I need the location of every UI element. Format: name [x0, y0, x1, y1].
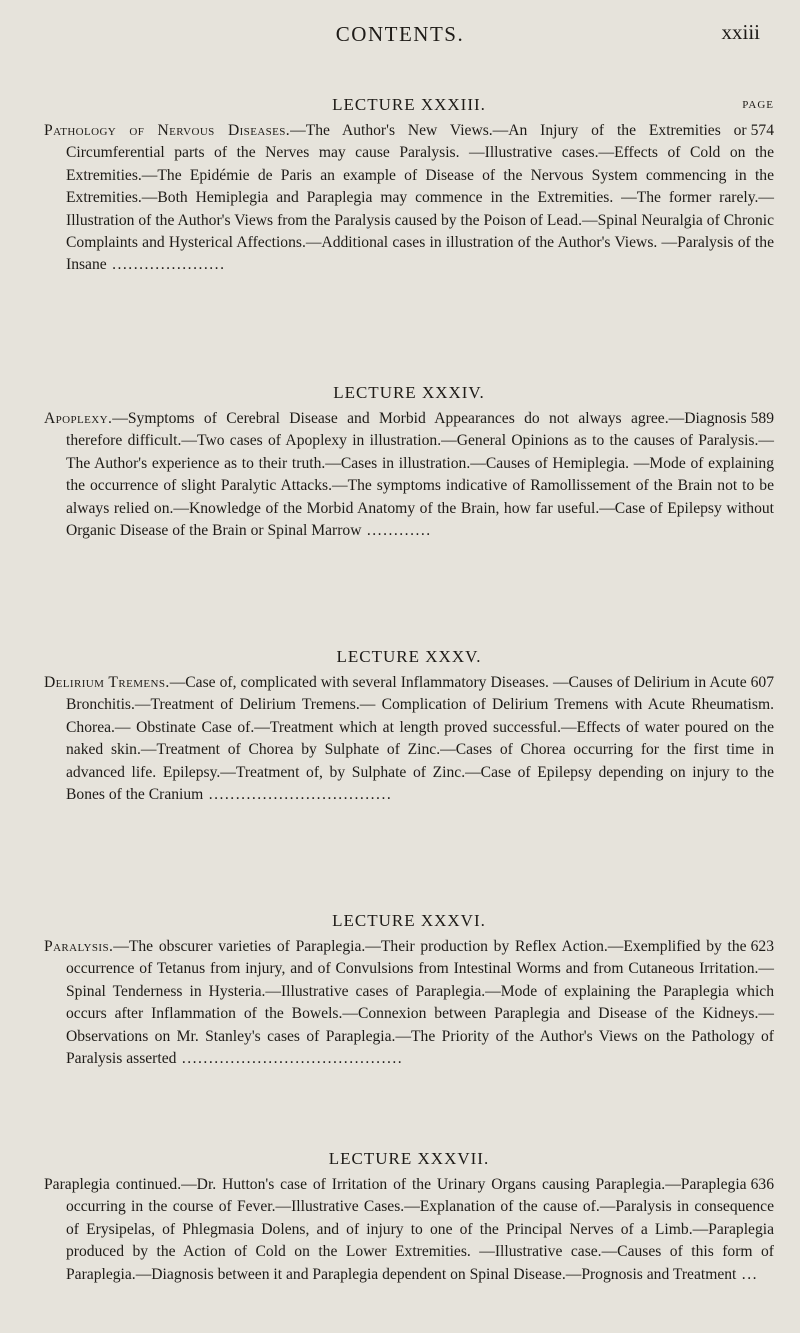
- lecture-xxxvi: [44, 906, 774, 1070]
- lecture-xxxvii: [44, 1144, 774, 1286]
- lecture-entry: 574 Pathology of Nervous Diseases.—The Author's New Views.—An Injury of the Extremities or Circumferential parts of the Nerves may cause Paralysis. —Illustrative cases.—Effects of Cold on the Extremities.—The Epidémie de Paris an example of Disease of the Nervous System commencing in the Extremities.—Both Hemiplegia and Paraplegia may commence in the Extremities. —The former rarely.—Illustration of the Author's Views from the Paralysis caused by the Poison of Lead.—Spinal Neuralgia of Chronic Complaints and Hysterical Affections.—Additional cases in illustration of the Author's Views. —Paralysis of the Insane .....................: [44, 122, 774, 274]
- lecture-title: LECTURE XXXVI.: [332, 911, 486, 930]
- lecture-xxxv: [44, 642, 774, 806]
- entry-text: —The Author's New Views.—An Injury of the Extremities or Circumferential parts of the Nerves may cause Paralysis. —Illustrative cases.—Effects of Cold on the Extremities.—The Epidémie de Paris an example of Disease of the Nervous System commencing in the Extremities.—Both Hemiplegia and Paraplegia may commence in the Extremities. —The former rarely.—Illustration of the Author's Views from the Paralysis caused by the Poison of Lead.—Spinal Neuralgia of Chronic Complaints and Hysterical Affections.—Additional cases in illustration of the Author's Views. —Paralysis of the Insane: [66, 122, 774, 274]
- lecture-xxxiii: [44, 90, 774, 277]
- entry-text: —Symptoms of Cerebral Disease and Morbid Appearances do not always agree.—Diagnosis therefore difficult.—Two cases of Apoplexy in illustration.—General Opinions as to the causes of Paralysis.—The Author's experience as to their truth.—Cases in illustration.—Causes of Hemiplegia. —Mode of explaining the occurrence of slight Paralytic Attacks.—The symptoms indicative of Ramollissement of the Brain not to be always relied on.—Knowledge of the Morbid Anatomy of the Brain, how far useful.—Case of Epilepsy without Organic Disease of the Brain or Spinal Marrow: [66, 410, 774, 540]
- lecture-heading: [44, 90, 774, 120]
- lecture-entry: 636 Paraplegia continued.—Dr. Hutton's case of Irritation of the Urinary Organs causing Paraplegia.—Paraplegia occurring in the course of Fever.—Illustrative Cases.—Explanation of the cause of.—Paralysis in consequence of Erysipelas, of Phlegmasia Dolens, and of injury to one of the Principal Nerves of a Limb.—Paraplegia produced by the Action of Cold on the Lower Extremities. —Illustrative case.—Causes of this form of Paraplegia.—Diagnosis between it and Paraplegia dependent on Spinal Disease.—Prognosis and Treatment ...: [44, 1176, 774, 1283]
- entry-lead: Delirium Tremens.: [44, 674, 170, 691]
- running-title: CONTENTS.: [335, 22, 465, 46]
- lecture-title: LECTURE XXXV.: [336, 647, 482, 666]
- lecture-xxxiv: [44, 378, 774, 542]
- page-column-label: PAGE: [742, 99, 774, 111]
- lecture-entry: 589 Apoplexy.—Symptoms of Cerebral Disease and Morbid Appearances do not always agree.—Diagnosis therefore difficult.—Two cases of Apoplexy in illustration.—General Opinions as to the causes of Paralysis.—The Author's experience as to their truth.—Cases in illustration.—Causes of Hemiplegia. —Mode of explaining the occurrence of slight Paralytic Attacks.—The symptoms indicative of Ramollissement of the Brain not to be always relied on.—Knowledge of the Morbid Anatomy of the Brain, how far useful.—Case of Epilepsy without Organic Disease of the Brain or Spinal Marrow ............: [44, 410, 774, 540]
- page-numeral: xxiii: [721, 20, 760, 44]
- entry-text: —The obscurer varieties of Paraplegia.—Their production by Reflex Action.—Exemplified by the occurrence of Tetanus from injury, and of Convulsions from Intestinal Worms and from Cutaneous Irritation.—Spinal Tenderness in Hysteria.—Illustrative cases of Paraplegia.—Mode of explaining the Paraplegia which occurs after Inflammation of the Bowels.—Connexion between Paraplegia and Disease of the Kidneys.—Observations on Mr. Stanley's cases of Paraplegia.—The Priority of the Author's Views on the Pathology of Paralysis asserted: [66, 938, 774, 1068]
- running-head: [0, 18, 800, 58]
- lecture-heading: [44, 378, 774, 408]
- entry-lead: Apoplexy.: [44, 410, 113, 427]
- entry-page-number: 574: [750, 122, 774, 139]
- entry-page-number: 589: [750, 410, 774, 427]
- lecture-title: LECTURE XXXVII.: [328, 1149, 490, 1168]
- entry-text: —Case of, complicated with several Inflammatory Diseases. —Causes of Delirium in Acute Bronchitis.—Treatment of Delirium Tremens.— Complication of Delirium Tremens with Acute Rheumatism. Chorea.— Obstinate Case of.—Treatment which at length proved successful.—Effects of water poured on the naked skin.—Treatment of Chorea by Sulphate of Zinc.—Cases of Chorea occurring for the first time in advanced life. Epilepsy.—Treatment of, by Sulphate of Zinc.—Case of Epilepsy depending on injury to the Bones of the Cranium: [66, 674, 774, 804]
- entry-lead: Paralysis.: [44, 938, 114, 955]
- entry-text: Paraplegia continued.—Dr. Hutton's case of Irritation of the Urinary Organs causing Paraplegia.—Paraplegia occurring in the course of Fever.—Illustrative Cases.—Explanation of the cause of.—Paralysis in consequence of Erysipelas, of Phlegmasia Dolens, and of injury to one of the Principal Nerves of a Limb.—Paraplegia produced by the Action of Cold on the Lower Extremities. —Illustrative case.—Causes of this form of Paraplegia.—Diagnosis between it and Paraplegia dependent on Spinal Disease.—Prognosis and Treatment: [44, 1176, 774, 1283]
- lecture-heading: [44, 642, 774, 672]
- lecture-title: LECTURE XXXIV.: [333, 383, 485, 402]
- entry-lead: Pathology of Nervous Diseases.: [44, 122, 291, 139]
- entry-page-number: 636: [750, 1176, 774, 1193]
- lecture-entry: 607 Delirium Tremens.—Case of, complicated with several Inflammatory Diseases. —Causes of Delirium in Acute Bronchitis.—Treatment of Delirium Tremens.— Complication of Delirium Tremens with Acute Rheumatism. Chorea.— Obstinate Case of.—Treatment which at length proved successful.—Effects of water poured on the naked skin.—Treatment of Chorea by Sulphate of Zinc.—Cases of Chorea occurring for the first time in advanced life. Epilepsy.—Treatment of, by Sulphate of Zinc.—Case of Epilepsy depending on injury to the Bones of the Cranium ..................................: [44, 674, 774, 804]
- entry-page-number: 623: [750, 938, 774, 955]
- lecture-entry: 623 Paralysis.—The obscurer varieties of Paraplegia.—Their production by Reflex Action.—Exemplified by the occurrence of Tetanus from injury, and of Convulsions from Intestinal Worms and from Cutaneous Irritation.—Spinal Tenderness in Hysteria.—Illustrative cases of Paraplegia.—Mode of explaining the Paraplegia which occurs after Inflammation of the Bowels.—Connexion between Paraplegia and Disease of the Kidneys.—Observations on Mr. Stanley's cases of Paraplegia.—The Priority of the Author's Views on the Pathology of Paralysis asserted .........................................: [44, 938, 774, 1068]
- lecture-heading: [44, 906, 774, 936]
- entry-page-number: 607: [750, 674, 774, 691]
- lecture-title: LECTURE XXXIII.: [332, 95, 486, 114]
- lecture-heading: [44, 1144, 774, 1174]
